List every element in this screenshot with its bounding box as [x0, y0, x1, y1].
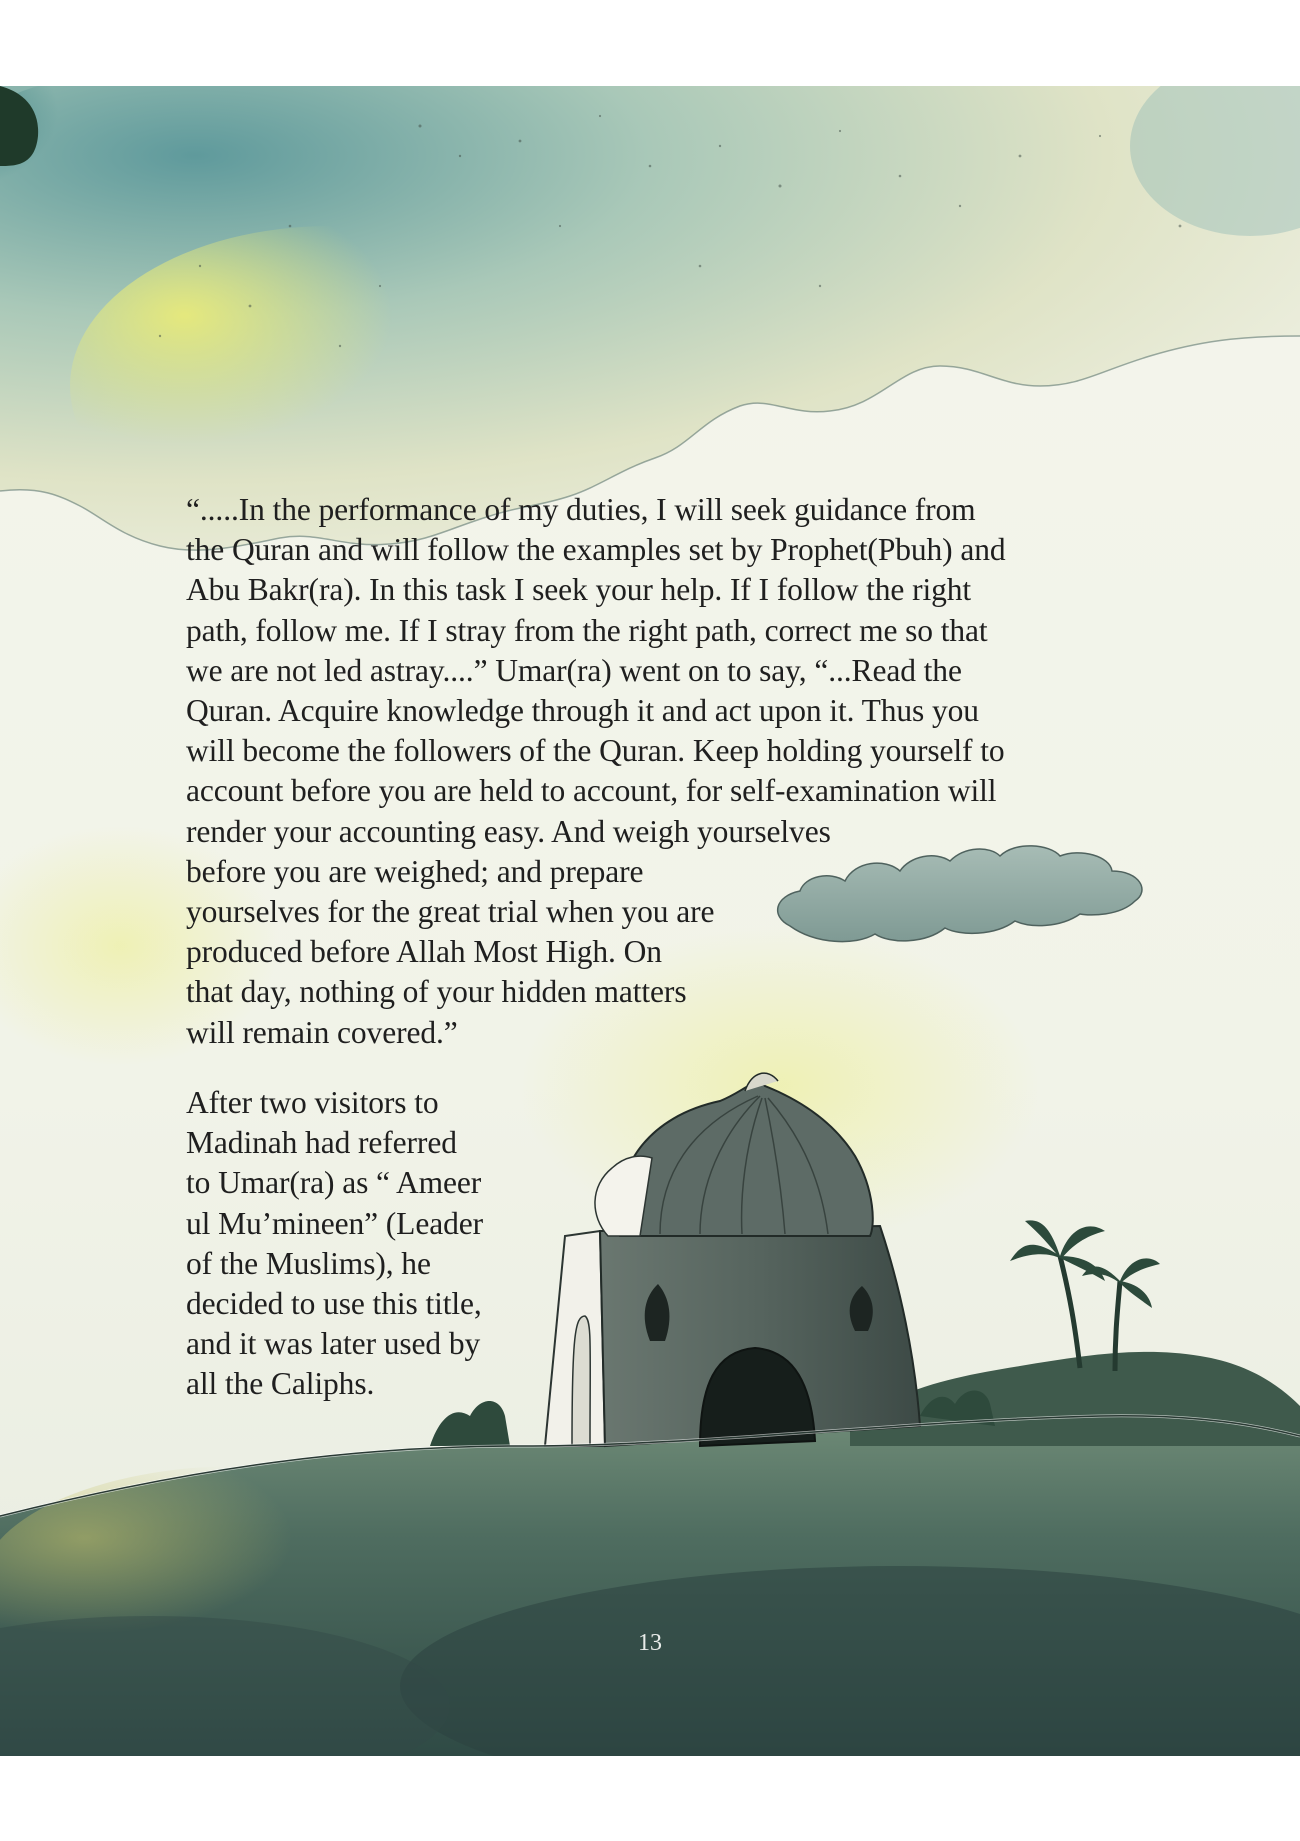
- quote-line: path, follow me. If I stray from the right path, correct me so that: [186, 612, 988, 648]
- quote-line: that day, nothing of your hidden matters: [186, 974, 687, 1010]
- story-line: of the Muslims), he: [186, 1245, 431, 1281]
- story-line: all the Caliphs.: [186, 1366, 375, 1402]
- quote-line: before you are weighed; and prepare: [186, 853, 644, 889]
- quote-paragraph: [186, 490, 1186, 1053]
- story-paragraph: [186, 1083, 566, 1405]
- quote-line: “.....In the performance of my duties, I will seek guidance from: [186, 492, 976, 527]
- quote-line: account before you are held to account, for self-examination will: [186, 773, 997, 809]
- story-line: After two visitors to: [186, 1085, 439, 1120]
- quote-line: Quran. Acquire knowledge through it and act upon it. Thus you: [186, 693, 979, 729]
- story-line: to Umar(ra) as “ Ameer: [186, 1165, 482, 1201]
- quote-line: we are not led astray....” Umar(ra) went on to say, “...Read the: [186, 652, 962, 688]
- quote-line: will become the followers of the Quran. Keep holding yourself to: [186, 733, 1005, 769]
- quote-line: render your accounting easy. And weigh yourselves: [186, 813, 831, 849]
- quote-line: the Quran and will follow the examples set by Prophet(Pbuh) and: [186, 532, 1006, 568]
- story-line: decided to use this title,: [186, 1286, 482, 1322]
- quote-line: will remain covered.”: [186, 1014, 458, 1050]
- quote-line: yourselves for the great trial when you are: [186, 894, 715, 930]
- quote-line: produced before Allah Most High. On: [186, 934, 662, 970]
- story-line: ul Mu’mineen” (Leader: [186, 1205, 484, 1241]
- quote-line: Abu Bakr(ra). In this task I seek your help. If I follow the right: [186, 572, 972, 608]
- page-number: 13: [638, 1630, 662, 1656]
- story-line: Madinah had referred: [186, 1125, 457, 1161]
- story-line: and it was later used by: [186, 1326, 481, 1362]
